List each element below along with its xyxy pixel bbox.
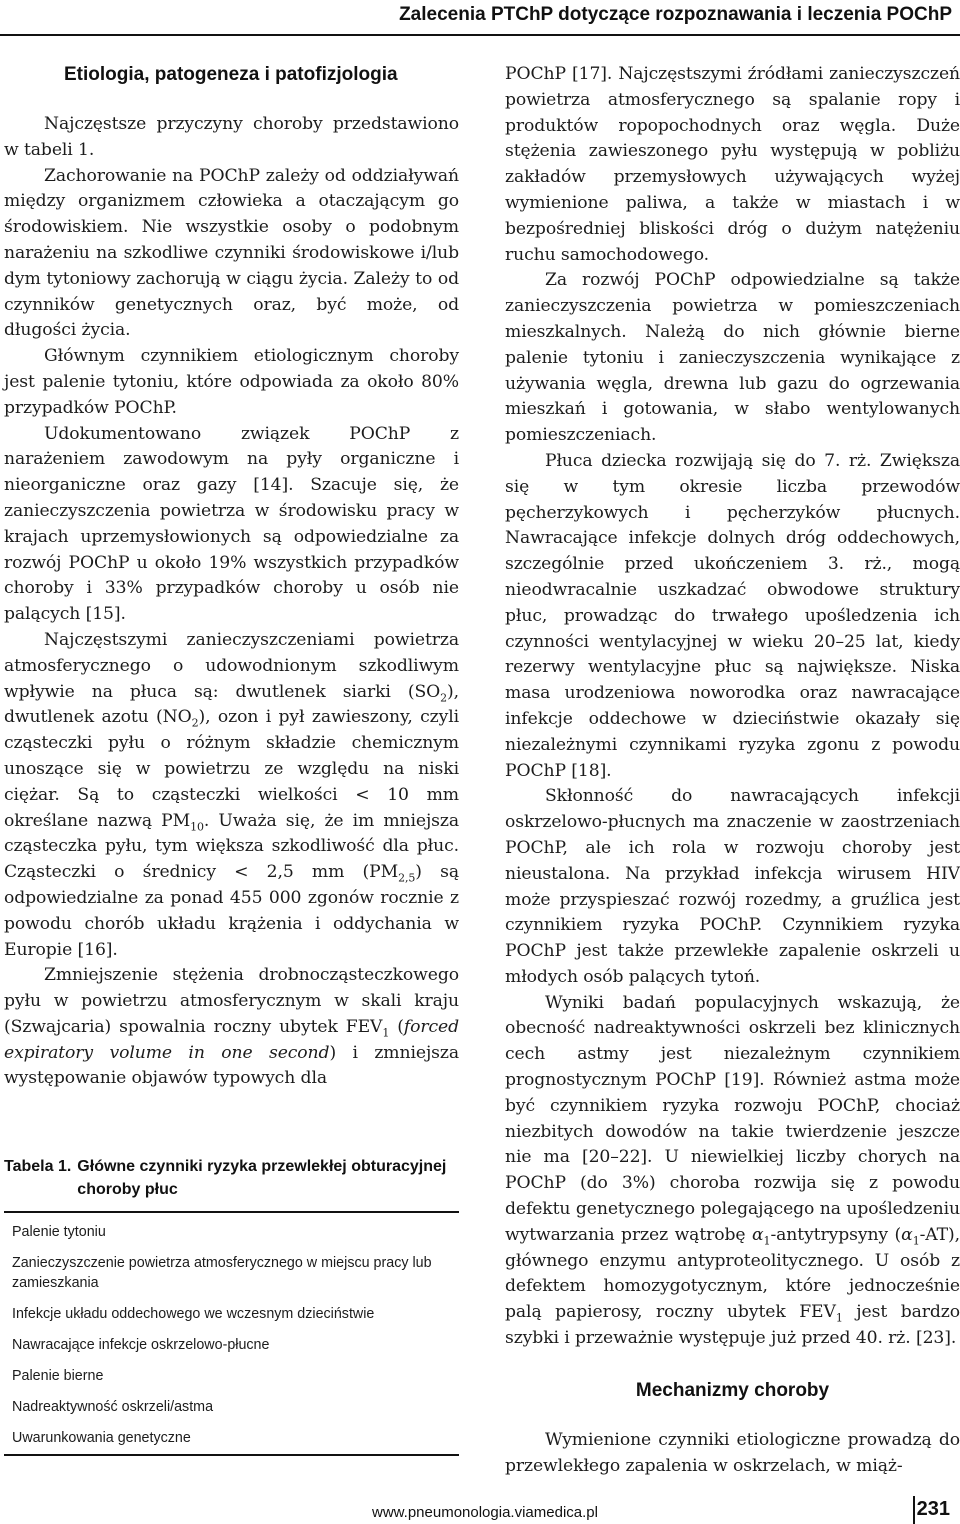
paragraph: POChP [17]. Najczęstszymi źródłami zanieczyszczeń powietrza atmosferycznego są spalanie ropy i produktów ropopochodnych oraz węgla. Duże stężenia zawieszonego pyłu występują w pobliżu zakładów przemysłowych używających wyżej wymienione paliwa, a także w miastach i w bezpośredniej bliskości dróg o dużym natężeniu ruchu samochodowego. (505, 64, 960, 265)
page-number: 231 (916, 1498, 950, 1520)
footer-rule (913, 1496, 915, 1524)
footer-url[interactable]: www.pneumonologia.viamedica.pl (372, 1504, 598, 1521)
paragraph: Głównym czynnikiem etiologicznym choroby jest palenie tytoniu, które odpowiada za około 80% przypadków POChP. (4, 346, 459, 418)
table-top-rule (4, 1211, 459, 1213)
table-row: Palenie bierne (12, 1368, 104, 1384)
paragraph-genetics: Wyniki badań populacyjnych wskazują, że obecność nadreaktywności oskrzeli bez klinicznych cech astmy jest niezależnym czynnikiem prognostycznym POChP [19]. Również astma może być czynnikiem ryzyka rozwoju POChP, chociaż niezbitych dowodów na takie twierdzenie jeszcze nie ma [20–22]. U niewielkiej liczby chorych na POChP (do 3%) choroba rozwija się z powodu defektu genetycznego polegającego na upośledzeniu wytwarzania przez wątrobę $\alpha_1$-antytrypsyny $(\alpha_1-AT)$, głównego enzymu antyproteolitycznego. U osób z defektem homozygotycznym, które jednocześnie palą papierosy, roczny ubytek $FEV_1$ jest bardzo szybki i przeważnie występuje już przed 40. rż. [23]. (505, 992, 960, 1349)
right-column (505, 62, 960, 1479)
section-heading: Etiologia, patogeneza i patofizjologia (64, 64, 398, 85)
paragraph-fev: Zmniejszenie stężenia drobnocząsteczkowego pyłu w powietrzu atmosferycznym w skali kraju (Szwajcaria) spowalnia roczny ubytek $FEV_1$ (forced expiratory volume in one second) i zmniejsza występowanie objawów typowych dla (4, 965, 459, 1089)
running-head: Zalecenia PTChP dotyczące rozpoznawania i leczenia POChP (399, 4, 952, 25)
left-column (4, 62, 459, 1092)
table-row: Nawracające infekcje oskrzelowo-płucne (12, 1337, 270, 1353)
paragraph: Najczęstsze przyczyny choroby przedstawiono w tabeli 1. (4, 114, 459, 160)
paragraph: Skłonność do nawracających infekcji oskrzelowo-płucnych ma znaczenie w zaostrzeniach POChP, ale ich rola w rozwoju choroby jest nieustalona. Na przykład infekcja wirusem HIV może przyspieszać rozwój rozedmy, a gruźlica jest czynnikiem ryzyka POChP. Czynnikiem ryzyka POChP jest także przewlekłe zapalenie oskrzeli u młodych osób palących tytoń. (505, 786, 960, 987)
section-heading-mechanisms: Mechanizmy choroby (635, 1379, 830, 1401)
paragraph: Udokumentowano związek POChP z narażeniem zawodowym na pyły organiczne i nieorganiczne oraz gazy [14]. Szacuje się, że zanieczyszczenia powietrza w środowisku pracy w krajach uprzemysłowionych są odpowiedzialne za rozwój POChP u około 19% wszystkich przypadków choroby i 33% przypadków choroby u osób nie palących [15]. (4, 423, 459, 625)
paragraph: Wymienione czynniki etiologiczne prowadzą do przewlekłego zapalenia w oskrzelach, w miąż- (505, 1429, 960, 1476)
paragraph-pollutants: Najczęstszymi zanieczyszczeniami powietrza atmosferycznego o udowodnionym szkodliwym wpływie na płuca są: dwutlenek siarki $(SO_2)$, dwutlenek azotu $(NO_2)$, ozon i pył zawieszony, czyli cząsteczki pyłu o różnym składzie chemicznym unoszące się w powietrzu ze względu na niski ciężar. Są to cząsteczki wielkości < 10 mm określane nazwą $PM_{10}$. Uważa się, że im mniejsza cząsteczka pyłu, tym większa szkodliwość dla płuc. Cząsteczki o średnicy < 2,5 mm $(PM_{2,5})$ są odpowiedzialne za ponad 455 000 zgonów rocznie z powodu chorób układu krążenia i oddychania w Europie [16]. (4, 629, 460, 960)
paragraph: Płuca dziecka rozwijają się do 7. rż. Zwiększa się w tym okresie liczba przewodów pęcherzykowych i pęcherzyków płucnych. Nawracające infekcje dolnych dróg oddechowych, szczególnie przed ukończeniem 3. rż., mogą nieodwracalnie uszkadzać obwodowe struktury płuc, prowadząc do trwałego upośledzenia ich czynności wentylacyjnej w wieku 20–25 lat, kiedy rezerwy wentylacyjne płuc są największe. Niska masa urodzeniowa noworodka oraz nawracające infekcje oddechowe w dzieciństwie okazały się niezależnymi czynnikami ryzyka zgonu z powodu POChP [18]. (505, 450, 960, 781)
table-1 (4, 1155, 459, 1456)
table-number: Tabela 1. (4, 1158, 72, 1175)
table-caption: Główne czynniki ryzyka przewlekłej obturacyjnej choroby płuc (77, 1158, 447, 1198)
header-rule (0, 34, 960, 36)
table-row: Infekcje układu oddechowego we wczesnym dzieciństwie (12, 1306, 375, 1322)
table-row: Nadreaktywność oskrzeli/astma (12, 1399, 214, 1415)
table-bottom-rule (4, 1454, 459, 1456)
paragraph: Za rozwój POChP odpowiedzialne są także zanieczyszczenia powietrza w pomieszczeniach mieszkalnych. Należą do nich głównie bierne palenie tytoniu i zanieczyszczenia wynikające z używania węgla, drewna lub gazu do ogrzewania mieszkań i gotowania, w słabo wentylowanych pomieszczeniach. (505, 270, 960, 446)
table-title (4, 1155, 459, 1201)
table-row: Uwarunkowania genetyczne (12, 1430, 191, 1446)
paragraph: Zachorowanie na POChP zależy od oddziaływań między organizmem człowieka a otaczającym go środowiskiem. Nie wszystkie osoby o podobnym narażeniu na szkodliwe czynniki środowiskowe i/lub dym tytoniowy zachorują w ciągu życia. Zależy to od czynników genetycznych oraz, być może, od długości życia. (4, 165, 459, 341)
table-row: Zanieczyszczenie powietrza atmosferycznego w miejscu pracy lub zamieszkania (12, 1255, 432, 1291)
table-row: Palenie tytoniu (12, 1224, 106, 1240)
